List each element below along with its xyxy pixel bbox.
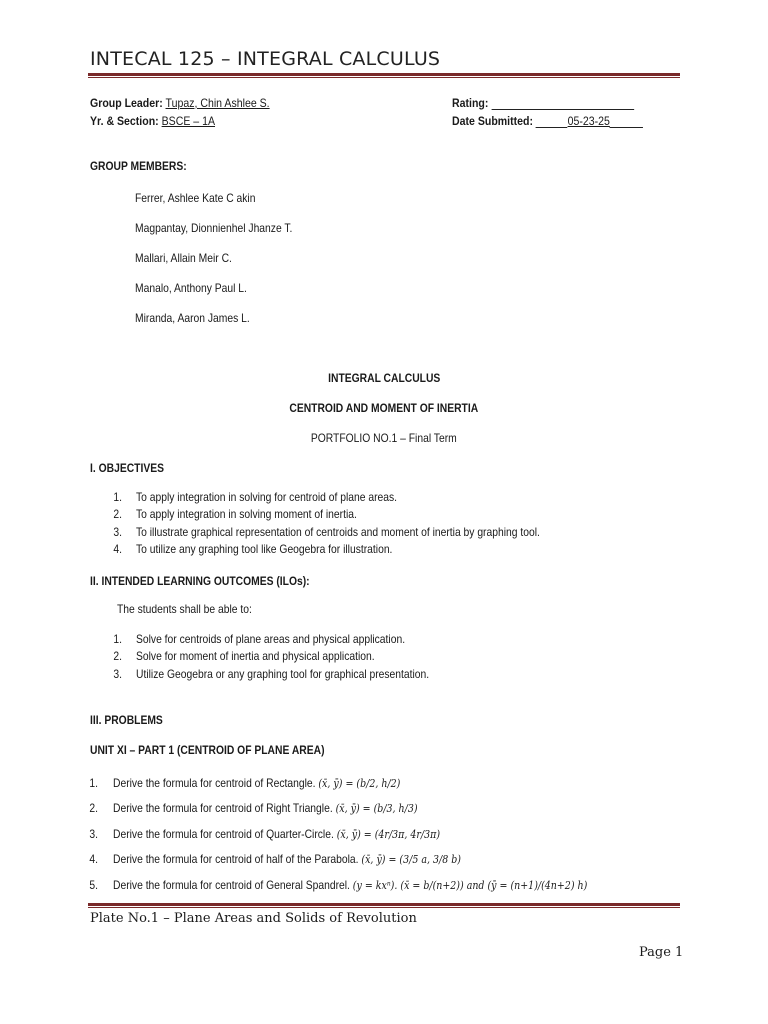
objective-item: To illustrate graphical representation of centroids and moment of inertia by graphing tool. [136, 525, 540, 539]
footer-rule-thin [88, 907, 680, 908]
date-label: Date Submitted: [452, 114, 533, 128]
member-name: Manalo, Anthony Paul L. [135, 281, 247, 295]
plate-footer: Plate No.1 – Plane Areas and Solids of Revolution [90, 911, 417, 926]
problem-formula: (x̄, ȳ) = (3/5 a, 3/8 b) [361, 853, 461, 866]
list-number: 1. [89, 776, 98, 790]
list-number: 4. [89, 852, 98, 866]
problem-formula: (x̄, ȳ) = (b/3, h/3) [335, 802, 418, 815]
date-blank-left [536, 115, 568, 128]
ilo-item: Solve for centroids of plane areas and physical application. [136, 632, 406, 646]
members-heading: GROUP MEMBERS: [90, 159, 187, 173]
ilo-item: Solve for moment of inertia and physical application. [136, 649, 375, 663]
portfolio-title: PORTFOLIO NO.1 – Final Term [311, 431, 457, 445]
problem-item [113, 801, 418, 815]
ilo-item: Utilize Geogebra or any graphing tool for graphical presentation. [136, 667, 430, 681]
list-number: 3. [113, 667, 122, 681]
problems-heading: III. PROBLEMS [90, 713, 163, 727]
problem-formula: (y = kxⁿ). (x̄ = b/(n+2)) and (ȳ = (n+1)/(4n+2) h) [352, 879, 588, 892]
rating-blank [491, 97, 634, 110]
list-number: 2. [89, 801, 98, 815]
list-number: 3. [89, 827, 98, 841]
ilos-heading: II. INTENDED LEARNING OUTCOMES (ILOs): [90, 574, 310, 588]
document-title: INTECAL 125 – INTEGRAL CALCULUS [90, 48, 441, 70]
unit-heading: UNIT XI – PART 1 (CENTROID OF PLANE AREA) [90, 743, 325, 757]
problem-text: Derive the formula for centroid of Right Triangle. [113, 801, 333, 815]
group-leader-row [90, 96, 270, 110]
objective-item: To apply integration in solving moment of inertia. [136, 507, 357, 521]
problem-text: Derive the formula for centroid of Rectangle. [113, 776, 316, 790]
header-rule [88, 73, 680, 76]
section-value: BSCE – 1A [161, 114, 216, 128]
list-number: 4. [113, 542, 122, 556]
objectives-heading: I. OBJECTIVES [90, 461, 164, 475]
ilos-intro: The students shall be able to: [117, 602, 252, 616]
subject-title: INTEGRAL CALCULUS [327, 371, 441, 385]
date-row [452, 114, 643, 128]
member-name: Miranda, Aaron James L. [135, 311, 250, 325]
problem-item [113, 878, 587, 892]
list-number: 3. [113, 525, 122, 539]
list-number: 2. [113, 507, 122, 521]
page-number: Page 1 [639, 945, 684, 960]
section-label: Yr. & Section: [90, 114, 159, 128]
problem-text: Derive the formula for centroid of General Spandrel. [113, 878, 350, 892]
problem-item [113, 852, 461, 866]
problem-item [113, 827, 440, 841]
problem-formula: (x̄, ȳ) = (4r/3π, 4r/3π) [336, 828, 441, 841]
problem-item [113, 776, 400, 790]
objective-item: To apply integration in solving for centroid of plane areas. [136, 490, 398, 504]
problem-text: Derive the formula for centroid of Quarter-Circle. [113, 827, 334, 841]
topic-title: CENTROID AND MOMENT OF INERTIA [289, 401, 479, 415]
list-number: 2. [113, 649, 122, 663]
objective-item: To utilize any graphing tool like Geogebra for illustration. [136, 542, 393, 556]
list-number: 5. [89, 878, 98, 892]
date-value: 05-23-25 [567, 114, 610, 128]
list-number: 1. [113, 632, 122, 646]
group-leader-label: Group Leader: [90, 96, 163, 110]
rating-row [452, 96, 634, 110]
member-name: Ferrer, Ashlee Kate C akin [135, 191, 256, 205]
footer-rule [88, 903, 680, 906]
rating-label: Rating: [452, 96, 489, 110]
member-name: Mallari, Allain Meir C. [135, 251, 232, 265]
header-rule-thin [88, 77, 680, 78]
problem-formula: (x̄, ȳ) = (b/2, h/2) [318, 777, 401, 790]
list-number: 1. [113, 490, 122, 504]
group-leader-value: Tupaz, Chin Ashlee S. [165, 96, 270, 110]
section-row [90, 114, 215, 128]
member-name: Magpantay, Dionnienhel Jhanze T. [135, 221, 293, 235]
problem-text: Derive the formula for centroid of half of the Parabola. [113, 852, 359, 866]
date-blank-right [610, 115, 643, 128]
